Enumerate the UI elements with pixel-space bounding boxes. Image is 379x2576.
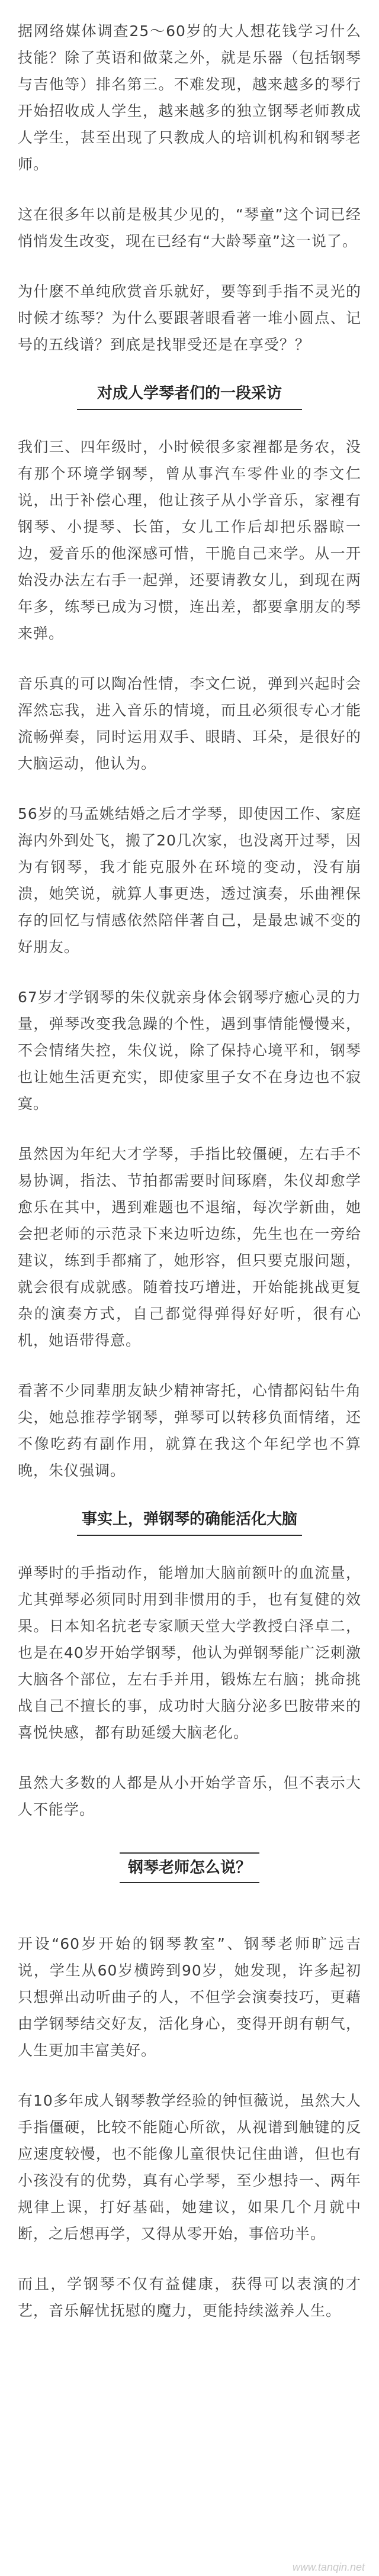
heading-teacher: 钢琴老师怎么说？ <box>120 1852 259 1883</box>
paragraph-survey: 据网络媒体调查25～60岁的大人想花钱学习什么技能？除了英语和做菜之外，就是乐器（包括钢琴与吉他等）排名第三。不难发现，越来越多的琴行开始招收成人学生，越来越多的独立钢琴老师教成人学生，甚至出现了只教成人的培训机构和钢琴老师。 <box>18 22 361 173</box>
paragraph-peers: 看著不少同辈朋友缺少精神寄托，心情都闷钻牛角尖，她总推荐学钢琴，弹琴可以转移负面情绪，还不像吃药有副作用，就算在我这个年纪学也不算晚，朱仪强调。 <box>18 1382 361 1479</box>
heading-brain <box>18 1507 361 1536</box>
paragraph-adults-can-learn: 虽然大多数的人都是从小开始学音乐，但不表示大人不能学。 <box>18 1774 361 1818</box>
paragraph-li-wenren: 我们三、四年级时，小时候很多家裡都是务农，没有那个环境学钢琴，曾从事汽车零件业的李文仁说，出于补偿心理，他让孩子从小学音乐，家裡有钢琴、小提琴、长笛，女儿工作后却把乐器晾一边，爱音乐的他深感可惜，干脆自己来学。从一开始没办法左右手一起弹，还要请教女儿，到现在两年多，练琴已成为习惯，连出差，都要拿朋友的琴来弹。 <box>18 438 361 642</box>
paragraph-ma-mengyao: 56岁的马孟姚结婚之后才学琴，即使因工作、家庭海内外到处飞，搬了20几次家，也没离开过琴，因为有钢琴，我才能克服外在环境的变动，没有崩溃，她笑说，就算人事更迭，透过演奏，乐曲裡保存的回忆与情感依然陪伴著自己，是最忠诚不变的好朋友。 <box>18 805 361 955</box>
heading-brain-rule <box>77 1535 302 1536</box>
paragraph-zhu-yi: 67岁才学钢琴的朱仪就亲身体会钢琴疗癒心灵的力量，弹琴改变我急躁的个性，遇到事情能慢慢来，不会情绪失控，朱仪说，除了保持心境平和，钢琴也让她生活更充实，即使家里子女不在身边也不寂寞。 <box>18 989 361 1112</box>
paragraph-zhong-hengwei: 有10多年成人钢琴教学经验的钟恒薇说，虽然大人手指僵硬，比较不能随心所欲，从视谱到触键的反应速度较慢，也不能像儿童很快记住曲谱，但也有小孩没有的优势，真有心学琴，至少想持一、两年规律上课，打好基础，她建议，如果几个月就中断，之后想再学，又得从零开始，事倍功半。 <box>18 2092 361 2242</box>
paragraph-questions: 为什麽不单纯欣赏音乐就好，要等到手指不灵光的时候才练琴？为什么要跟著眼看著一堆小圆点、记号的五线谱？到底是找罪受还是在享受？？ <box>18 283 361 353</box>
heading-interview-rule <box>77 409 302 410</box>
paragraph-conclusion: 而且，学钢琴不仅有益健康，获得可以表演的才艺，音乐解忧抚慰的魔力，更能持续滋养人生。 <box>18 2275 361 2319</box>
heading-interview <box>18 382 361 410</box>
paragraph-zhu-yi-practice: 虽然因为年纪大才学琴，手指比较僵硬，左右手不易协调，指法、节拍都需要时间琢磨，朱仪却愈学愈乐在其中，遇到难题也不退缩，每次学新曲，她会把老师的示范录下来边听边练，先生也在一旁给建议，练到手都痛了，她形容，但只要克服问题，就会很有成就感。随着技巧增进，开始能挑战更复杂的演奏方式，自己都觉得弹得好好听，很有心机，她语带得意。 <box>18 1145 361 1349</box>
heading-brain-text: 事实上，弹钢琴的确能活化大脑 <box>81 1510 297 1528</box>
paragraph-music-temperament: 音乐真的可以陶冶性情，李文仁说，弹到兴起时会浑然忘我，进入音乐的情境，而且必须很专心才能流畅弹奏，同时运用双手、眼睛、耳朵，是很好的大脑运动，他认为。 <box>18 675 361 772</box>
site-watermark: www.tanqin.net <box>292 2561 365 2573</box>
paragraph-kuang-yuanji: 开设“60岁开始的钢琴教室”、钢琴老师旷远吉说，学生从60岁横跨到90岁，她发现，许多起初只想弹出动听曲子的人，不但学会演奏技巧，更藉由学钢琴结交好友，活化身心，变得开朗有朝气，人生更加丰富美好。 <box>18 1935 361 2059</box>
paragraph-brain-blood-flow: 弹琴时的手指动作，能增加大脑前额叶的血流量，尤其弹琴必须同时用到非惯用的手，也有复健的效果。日本知名抗老专家顺天堂大学教授白泽卓二，也是在40岁开始学钢琴，他认为弹钢琴能广泛刺激大脑各个部位，左右手并用，锻炼左右脑；挑命挑战自己不擅长的事，成功时大脑分泌多巴胺带来的喜悦快感，都有助延缓大脑老化。 <box>18 1564 361 1741</box>
paragraph-piano-kid-term: 这在很多年以前是极其少见的，“琴童”这个词已经悄悄发生改变，现在已经有“大龄琴童”这一说了。 <box>18 206 361 250</box>
heading-interview-text: 对成人学琴者们的一段采访 <box>97 385 282 402</box>
heading-teacher-wrap <box>18 1847 361 1907</box>
